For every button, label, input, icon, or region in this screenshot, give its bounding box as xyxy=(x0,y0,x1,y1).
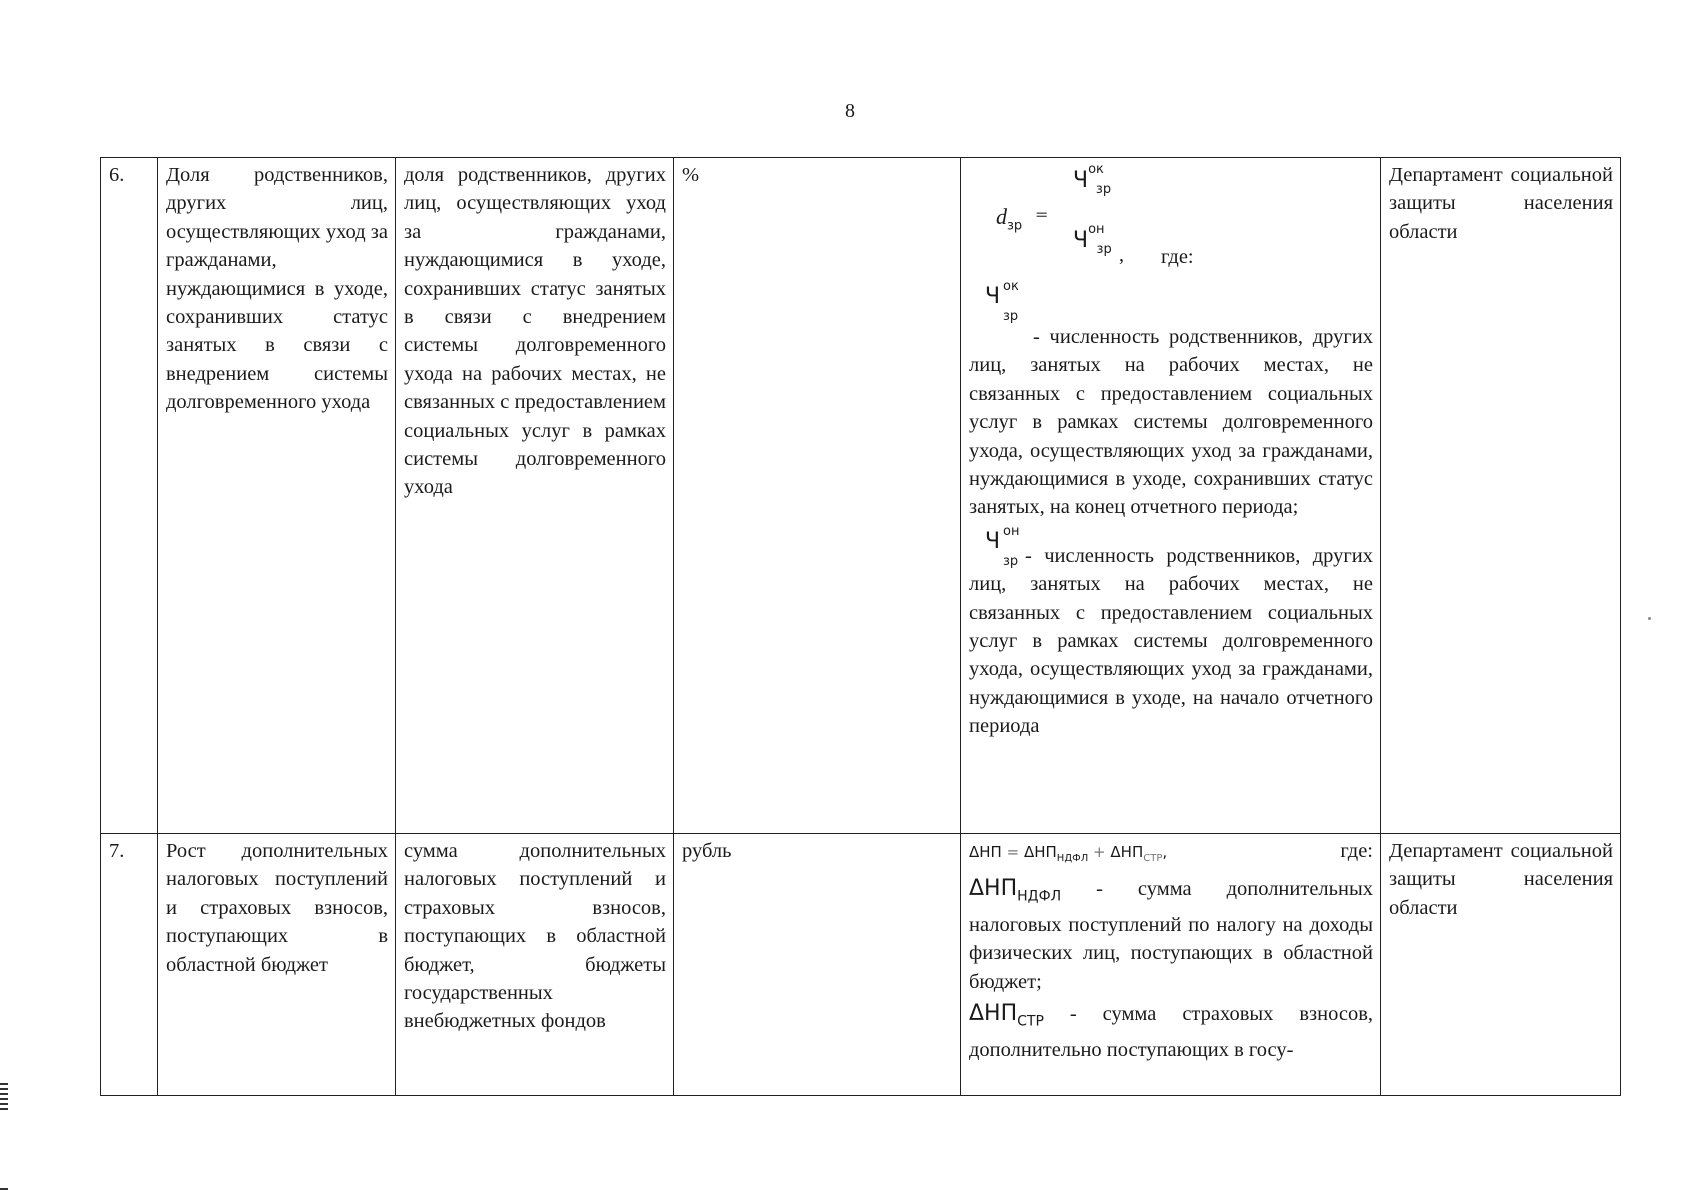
indicators-table xyxy=(100,157,1621,1096)
table-row xyxy=(101,158,1621,834)
row-number: 6. xyxy=(101,158,158,834)
formula-lhs: $d_{зр}$ xyxy=(996,204,1023,234)
variable-delta-np-str-description: - сумма страховых взносов, дополнительно поступающих в госу- xyxy=(969,1003,1374,1061)
variable-delta-np-ndfl-block xyxy=(969,875,1373,996)
formula-delta-np xyxy=(969,837,1373,869)
page-number: 8 xyxy=(845,100,855,122)
scan-margin-dash xyxy=(0,1188,8,1190)
indicator-definition: сумма дополнительных налоговых поступлений и страховых взносов, поступающих в областной бюджет, бюджеты государственных внебюджетных фондов xyxy=(396,834,674,1096)
unit-of-measure: % xyxy=(674,158,961,834)
indicator-definition: доля родственников, других лиц, осуществляющих уход за гражданами, нуждающимися в уходе, сохранивших статус занятых в связи с внедрением системы долговременного ухода на рабочих местах, не связанных с предоставлением социальных услуг в рамках системы долговременного ухода xyxy=(396,158,674,834)
variable-delta-np-ndfl: $\Delta НП_{НДФЛ}$ xyxy=(969,876,1062,905)
variable-delta-np-ndfl-description: - сумма дополнительных налоговых поступлений по налогу на доходы физических лиц, поступающих в областной бюджет; xyxy=(969,878,1373,993)
variable-ch-ok: Ч ок зр xyxy=(985,279,1019,324)
scan-margin-mark xyxy=(0,1083,8,1113)
formula-d-zr xyxy=(969,161,1373,283)
variable-ch-ok-description: - численность родственников, других лиц, занятых на рабочих местах, не связанных с предоставлением социальных услуг в рамках системы долговременного ухода, осуществляющих уход за гражданами, нуждающимися в уходе, сохранивших статус занятых, на конец отчетного периода; xyxy=(969,326,1373,519)
formula-denominator: $Ч^{он}_{зр}$ xyxy=(1073,222,1112,257)
formula-comma: , xyxy=(1119,244,1124,266)
variable-ch-on: Ч он зр xyxy=(985,523,1020,569)
responsible-department: Департамент социальной защиты населения области xyxy=(1381,158,1621,834)
scan-speck xyxy=(1648,617,1651,620)
unit-of-measure: рубль xyxy=(674,834,961,1096)
calculation-method xyxy=(961,158,1381,834)
table-row xyxy=(101,834,1621,1096)
variable-delta-np-str-block xyxy=(969,1000,1373,1064)
row-number: 7. xyxy=(101,834,158,1096)
formula-equals: = xyxy=(1035,205,1049,224)
responsible-department: Департамент социальной защиты населения области xyxy=(1381,834,1621,1096)
formula-expression: $\Delta НП = \Delta НП_{НДФЛ} + \Delta НП_{СТР}$, xyxy=(969,843,1168,864)
indicator-name: Рост дополнительных налоговых поступлений и страховых взносов, поступающих в областной бюджет xyxy=(158,834,396,1096)
calculation-method xyxy=(961,834,1381,1096)
indicator-name: Доля родственников, других лиц, осуществляющих уход за гражданами, нуждающимися в уходе, сохранивших статус занятых в связи с внедрением системы долговременного ухода xyxy=(158,158,396,834)
variable-ch-on-description: - численность родственников, других лиц, занятых на рабочих местах, не связанных с предоставлением социальных услуг в рамках системы долговременного ухода, осуществляющих уход за гражданами, нуждающимися в уходе, на начало отчетного периода xyxy=(969,544,1373,738)
formula-numerator: $Ч^{ок}_{зр}$ xyxy=(1073,162,1112,197)
variable-delta-np-str: $\Delta НП_{СТР}$ xyxy=(969,1001,1044,1030)
formula-where: где: xyxy=(1161,246,1194,268)
formula-where: где: xyxy=(1340,840,1373,862)
